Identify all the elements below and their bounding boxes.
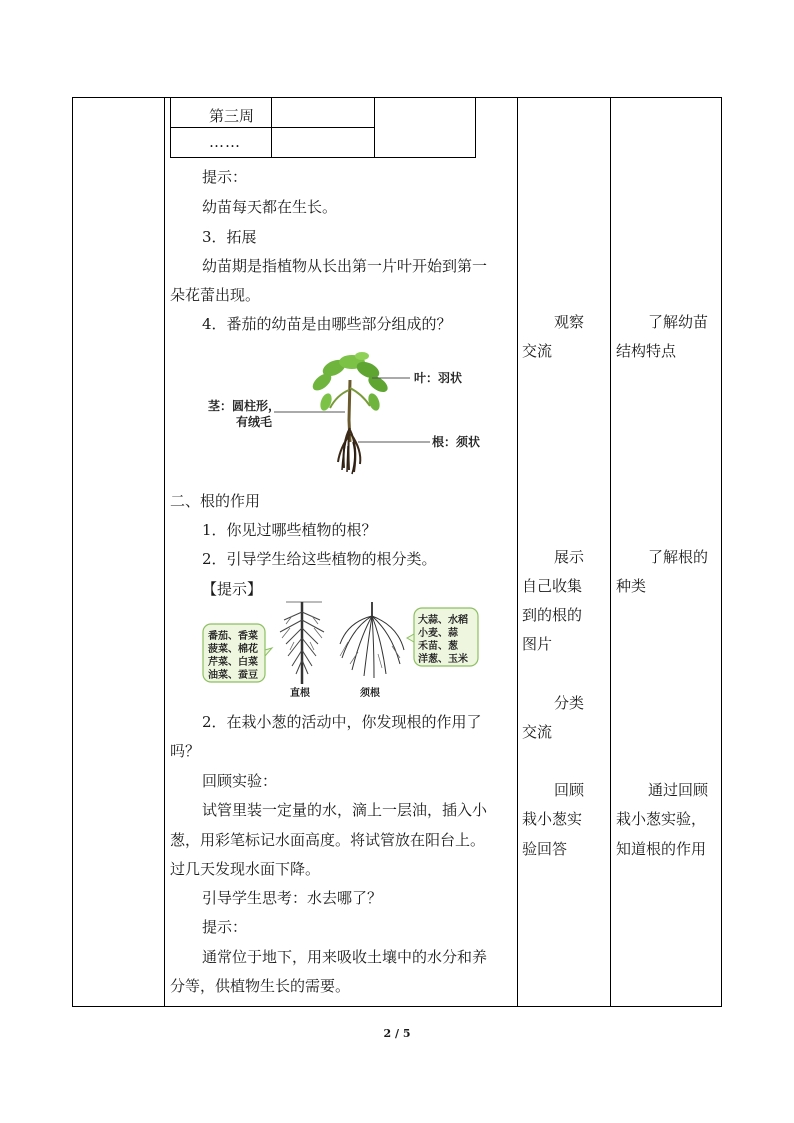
ellipsis-label: …… [209,133,241,151]
stem-label-line-2: 有绒毛 [236,415,273,429]
question-seedling-parts: 4．番茄的幼苗是由哪些部分组成的？ [202,315,452,333]
taproot-plant-row: 芹菜、白菜 [208,657,258,668]
activity-observe: 观察 [554,313,585,331]
tip-bracket-label: 【提示】 [202,580,263,598]
intent-seedling-2: 结构特点 [616,342,677,360]
review-line-3: 过几天发现水面下降。 [170,860,321,878]
root-label: 根：须状 [432,435,481,449]
root-types-figure [202,598,480,700]
extension-line-2: 朵花蕾出现。 [170,286,261,304]
section-root-function-title: 二、根的作用 [170,492,261,510]
fibrous-plant-row: 禾苗、葱 [418,641,458,652]
fibrous-box-pointer [407,634,414,642]
review-line-1: 试管里装一定量的水，滴上一层油，插入小 [202,801,488,819]
fibrous-plant-row: 小麦、蒜 [418,628,458,639]
stem-label-line-1: 茎：圆柱形， [208,399,281,413]
weekly-record-table [170,97,476,158]
think-question: 引导学生思考：水去哪了？ [202,889,383,907]
week-three-label: 第三周 [209,107,255,125]
taproot-illustration [280,602,324,684]
question-classify-roots: 2．引导学生给这些植物的根分类。 [202,550,437,568]
fibrous-root-illustration [340,602,404,678]
hint-label: 提示： [202,168,248,186]
extension-line-1: 幼苗期是指植物从长出第一片叶开始到第一 [202,257,488,275]
question-onion-line-2: 吗？ [170,742,201,760]
taproot-plant-row: 菠菜、棉花 [208,644,258,655]
activity-classify-2: 交流 [522,723,553,741]
intent-root-function-2: 栽小葱实验， [616,810,707,828]
section-extension-title: 3．拓展 [202,228,257,246]
seedling-illustration [310,352,391,474]
column-divider-2 [517,98,518,1006]
review-experiment-label: 回顾实验： [202,772,278,790]
taproot-plant-row: 油菜、蚕豆 [208,670,258,681]
inner-row-divider [171,127,374,128]
fibrous-plant-row: 大蒜、水稻 [418,615,468,626]
intent-seedling: 了解幼苗 [648,313,709,331]
page-number: 2 / 5 [383,1027,411,1040]
activity-show-4: 图片 [522,635,553,653]
fibrous-root-caption: 须根 [360,688,380,699]
intent-root-function-3: 知道根的作用 [616,840,707,858]
hint-text: 幼苗每天都在生长。 [202,198,338,216]
review-line-2: 葱，用彩笔标记水面高度。将试管放在阳台上。 [170,831,486,849]
tomato-seedling-figure [202,350,502,478]
activity-review-2: 栽小葱实 [522,810,583,828]
activity-observe-2: 交流 [522,342,553,360]
intent-root-function: 通过回顾 [648,781,709,799]
intent-root-types: 了解根的 [648,548,709,566]
activity-show: 展示 [554,548,585,566]
hint2-line-2: 分等，供植物生长的需要。 [170,977,351,995]
column-divider-1 [164,98,165,1006]
activity-classify: 分类 [554,694,585,712]
activity-show-2: 自己收集 [522,577,583,595]
column-divider-3 [610,98,611,1006]
leaf-label: 叶：羽状 [414,371,463,385]
question-onion-line-1: 2．在栽小葱的活动中，你发现根的作用了 [202,713,482,731]
question-seen-roots: 1．你见过哪些植物的根？ [202,521,377,539]
taproot-plant-row: 番茄、香菜 [208,631,258,642]
activity-review-3: 验回答 [522,840,568,858]
taproot-box-pointer [265,648,272,656]
activity-review: 回顾 [554,781,585,799]
fibrous-plant-row: 洋葱、玉米 [418,654,468,665]
hint2-label: 提示： [202,918,248,936]
activity-show-3: 到的根的 [522,606,583,624]
hint2-line-1: 通常位于地下，用来吸收土壤中的水分和养 [202,948,488,966]
intent-root-types-2: 种类 [616,577,647,595]
taproot-caption: 直根 [290,688,310,699]
inner-col-divider-2 [374,98,375,157]
